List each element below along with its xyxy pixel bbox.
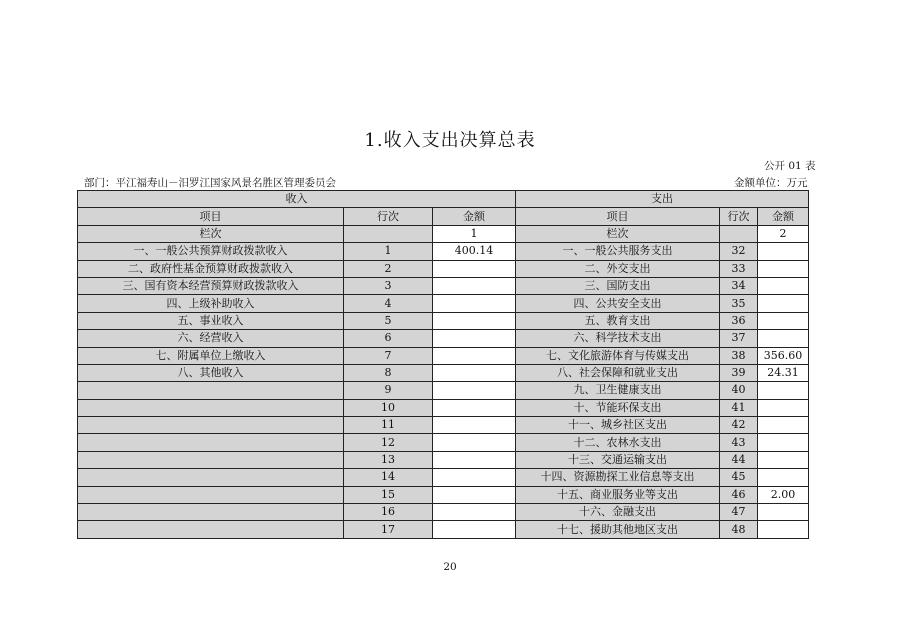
expense-item-cell: 七、文化旅游体育与传媒支出 xyxy=(516,347,720,364)
income-row-number: 4 xyxy=(344,295,433,312)
expense-amount-cell xyxy=(758,451,809,468)
expense-row-number: 36 xyxy=(720,312,758,329)
table-row xyxy=(78,451,809,468)
income-amount-cell xyxy=(433,399,516,416)
income-item-cell: 二、政府性基金预算财政拨款收入 xyxy=(78,260,344,277)
income-item-cell: 八、其他收入 xyxy=(78,364,344,381)
table-row xyxy=(78,312,809,329)
income-item-header: 项目 xyxy=(78,208,344,225)
income-amount-cell xyxy=(433,521,516,538)
income-row-number: 16 xyxy=(344,504,433,521)
table-row xyxy=(78,469,809,486)
table-row xyxy=(78,399,809,416)
income-lanci-label: 栏次 xyxy=(78,225,344,242)
expense-item-cell: 十一、城乡社区支出 xyxy=(516,417,720,434)
table-row xyxy=(78,434,809,451)
income-item-cell xyxy=(78,434,344,451)
expense-item-cell: 十、节能环保支出 xyxy=(516,399,720,416)
expense-amount-cell xyxy=(758,504,809,521)
income-item-cell xyxy=(78,486,344,503)
expense-row-number: 44 xyxy=(720,451,758,468)
expense-amount-cell xyxy=(758,399,809,416)
expense-item-cell: 八、社会保障和就业支出 xyxy=(516,364,720,381)
page-number: 20 xyxy=(443,561,457,573)
income-amount-cell: 400.14 xyxy=(433,243,516,260)
expense-amount-cell xyxy=(758,417,809,434)
table-row xyxy=(78,330,809,347)
income-row-number: 1 xyxy=(344,243,433,260)
table-row xyxy=(78,243,809,260)
expense-amount-cell xyxy=(758,521,809,538)
expense-row-number: 34 xyxy=(720,277,758,294)
expense-row-number: 40 xyxy=(720,382,758,399)
expense-lanci-label: 栏次 xyxy=(516,225,720,242)
income-item-cell: 四、上级补助收入 xyxy=(78,295,344,312)
income-row-number: 7 xyxy=(344,347,433,364)
expense-item-cell: 三、国防支出 xyxy=(516,277,720,294)
table-row xyxy=(78,486,809,503)
expense-row-number: 41 xyxy=(720,399,758,416)
income-item-cell xyxy=(78,521,344,538)
income-row-number: 6 xyxy=(344,330,433,347)
income-item-cell xyxy=(78,469,344,486)
income-item-cell xyxy=(78,382,344,399)
expense-amount-cell: 24.31 xyxy=(758,364,809,381)
expense-item-cell: 四、公共安全支出 xyxy=(516,295,720,312)
income-row-number: 10 xyxy=(344,399,433,416)
expense-section-header: 支出 xyxy=(516,191,809,208)
expense-row-number: 45 xyxy=(720,469,758,486)
income-item-cell: 五、事业收入 xyxy=(78,312,344,329)
income-amount-header: 金额 xyxy=(433,208,516,225)
expense-amount-cell xyxy=(758,260,809,277)
expense-row-number: 32 xyxy=(720,243,758,260)
expense-amount-cell xyxy=(758,243,809,260)
income-amount-cell xyxy=(433,277,516,294)
page-title: 1.收入支出决算总表 xyxy=(364,130,536,151)
income-row-header: 行次 xyxy=(344,208,433,225)
expense-row-number: 42 xyxy=(720,417,758,434)
expense-amount-cell: 356.60 xyxy=(758,347,809,364)
expense-amount-cell xyxy=(758,330,809,347)
income-row-number: 5 xyxy=(344,312,433,329)
expense-amount-cell xyxy=(758,295,809,312)
expense-amount-cell xyxy=(758,434,809,451)
expense-item-cell: 十六、金融支出 xyxy=(516,504,720,521)
income-item-cell: 三、国有资本经营预算财政拨款收入 xyxy=(78,277,344,294)
income-item-cell xyxy=(78,417,344,434)
expense-item-cell: 一、一般公共服务支出 xyxy=(516,243,720,260)
income-amount-cell xyxy=(433,469,516,486)
expense-item-cell: 十三、交通运输支出 xyxy=(516,451,720,468)
income-amount-cell xyxy=(433,330,516,347)
expense-lanci-blank xyxy=(720,225,758,242)
expense-item-cell: 十七、援助其他地区支出 xyxy=(516,521,720,538)
expense-row-number: 35 xyxy=(720,295,758,312)
table-row xyxy=(78,277,809,294)
expense-item-cell: 十二、农林水支出 xyxy=(516,434,720,451)
table-row xyxy=(78,417,809,434)
table-row xyxy=(78,364,809,381)
income-amount-cell xyxy=(433,451,516,468)
income-expense-table xyxy=(77,190,809,539)
expense-row-number: 48 xyxy=(720,521,758,538)
income-lanci-blank xyxy=(344,225,433,242)
income-item-cell: 一、一般公共预算财政拨款收入 xyxy=(78,243,344,260)
income-amount-cell xyxy=(433,434,516,451)
income-row-number: 11 xyxy=(344,417,433,434)
expense-item-header: 项目 xyxy=(516,208,720,225)
expense-amount-header: 金额 xyxy=(758,208,809,225)
expense-row-number: 46 xyxy=(720,486,758,503)
expense-row-number: 33 xyxy=(720,260,758,277)
income-amount-cell xyxy=(433,260,516,277)
expense-amount-cell xyxy=(758,312,809,329)
income-amount-cell xyxy=(433,295,516,312)
income-row-number: 15 xyxy=(344,486,433,503)
income-row-number: 13 xyxy=(344,451,433,468)
header-row-lanci xyxy=(78,225,809,242)
expense-item-cell: 二、外交支出 xyxy=(516,260,720,277)
income-row-number: 3 xyxy=(344,277,433,294)
income-section-header: 收入 xyxy=(78,191,516,208)
table-row xyxy=(78,504,809,521)
expense-amount-cell xyxy=(758,277,809,294)
income-item-cell xyxy=(78,504,344,521)
expense-row-number: 47 xyxy=(720,504,758,521)
table-row xyxy=(78,260,809,277)
income-amount-cell xyxy=(433,347,516,364)
income-row-number: 9 xyxy=(344,382,433,399)
table-row xyxy=(78,347,809,364)
expense-amount-cell xyxy=(758,469,809,486)
income-amount-cell xyxy=(433,504,516,521)
income-item-cell: 七、附属单位上缴收入 xyxy=(78,347,344,364)
income-amount-cell xyxy=(433,382,516,399)
expense-item-cell: 六、科学技术支出 xyxy=(516,330,720,347)
expense-item-cell: 十五、商业服务业等支出 xyxy=(516,486,720,503)
income-item-cell: 六、经营收入 xyxy=(78,330,344,347)
department-label: 部门：平江福寿山－汨罗江国家风景名胜区管理委员会 xyxy=(84,177,336,189)
expense-column-number: 2 xyxy=(758,225,809,242)
income-row-number: 8 xyxy=(344,364,433,381)
income-amount-cell xyxy=(433,364,516,381)
income-amount-cell xyxy=(433,312,516,329)
income-row-number: 14 xyxy=(344,469,433,486)
expense-row-number: 37 xyxy=(720,330,758,347)
table-row xyxy=(78,521,809,538)
expense-amount-cell xyxy=(758,382,809,399)
expense-item-cell: 五、教育支出 xyxy=(516,312,720,329)
header-row-sections xyxy=(78,191,809,208)
table-row xyxy=(78,295,809,312)
income-column-number: 1 xyxy=(433,225,516,242)
income-item-cell xyxy=(78,451,344,468)
form-number: 公开 01 表 xyxy=(764,160,816,172)
expense-item-cell: 十四、资源勘探工业信息等支出 xyxy=(516,469,720,486)
table-row xyxy=(78,382,809,399)
expense-row-header: 行次 xyxy=(720,208,758,225)
income-amount-cell xyxy=(433,486,516,503)
expense-item-cell: 九、卫生健康支出 xyxy=(516,382,720,399)
income-row-number: 17 xyxy=(344,521,433,538)
income-item-cell xyxy=(78,399,344,416)
expense-row-number: 39 xyxy=(720,364,758,381)
amount-unit-label: 金额单位：万元 xyxy=(734,177,808,189)
expense-row-number: 43 xyxy=(720,434,758,451)
expense-amount-cell: 2.00 xyxy=(758,486,809,503)
expense-row-number: 38 xyxy=(720,347,758,364)
income-row-number: 12 xyxy=(344,434,433,451)
income-row-number: 2 xyxy=(344,260,433,277)
income-amount-cell xyxy=(433,417,516,434)
header-row-columns xyxy=(78,208,809,225)
